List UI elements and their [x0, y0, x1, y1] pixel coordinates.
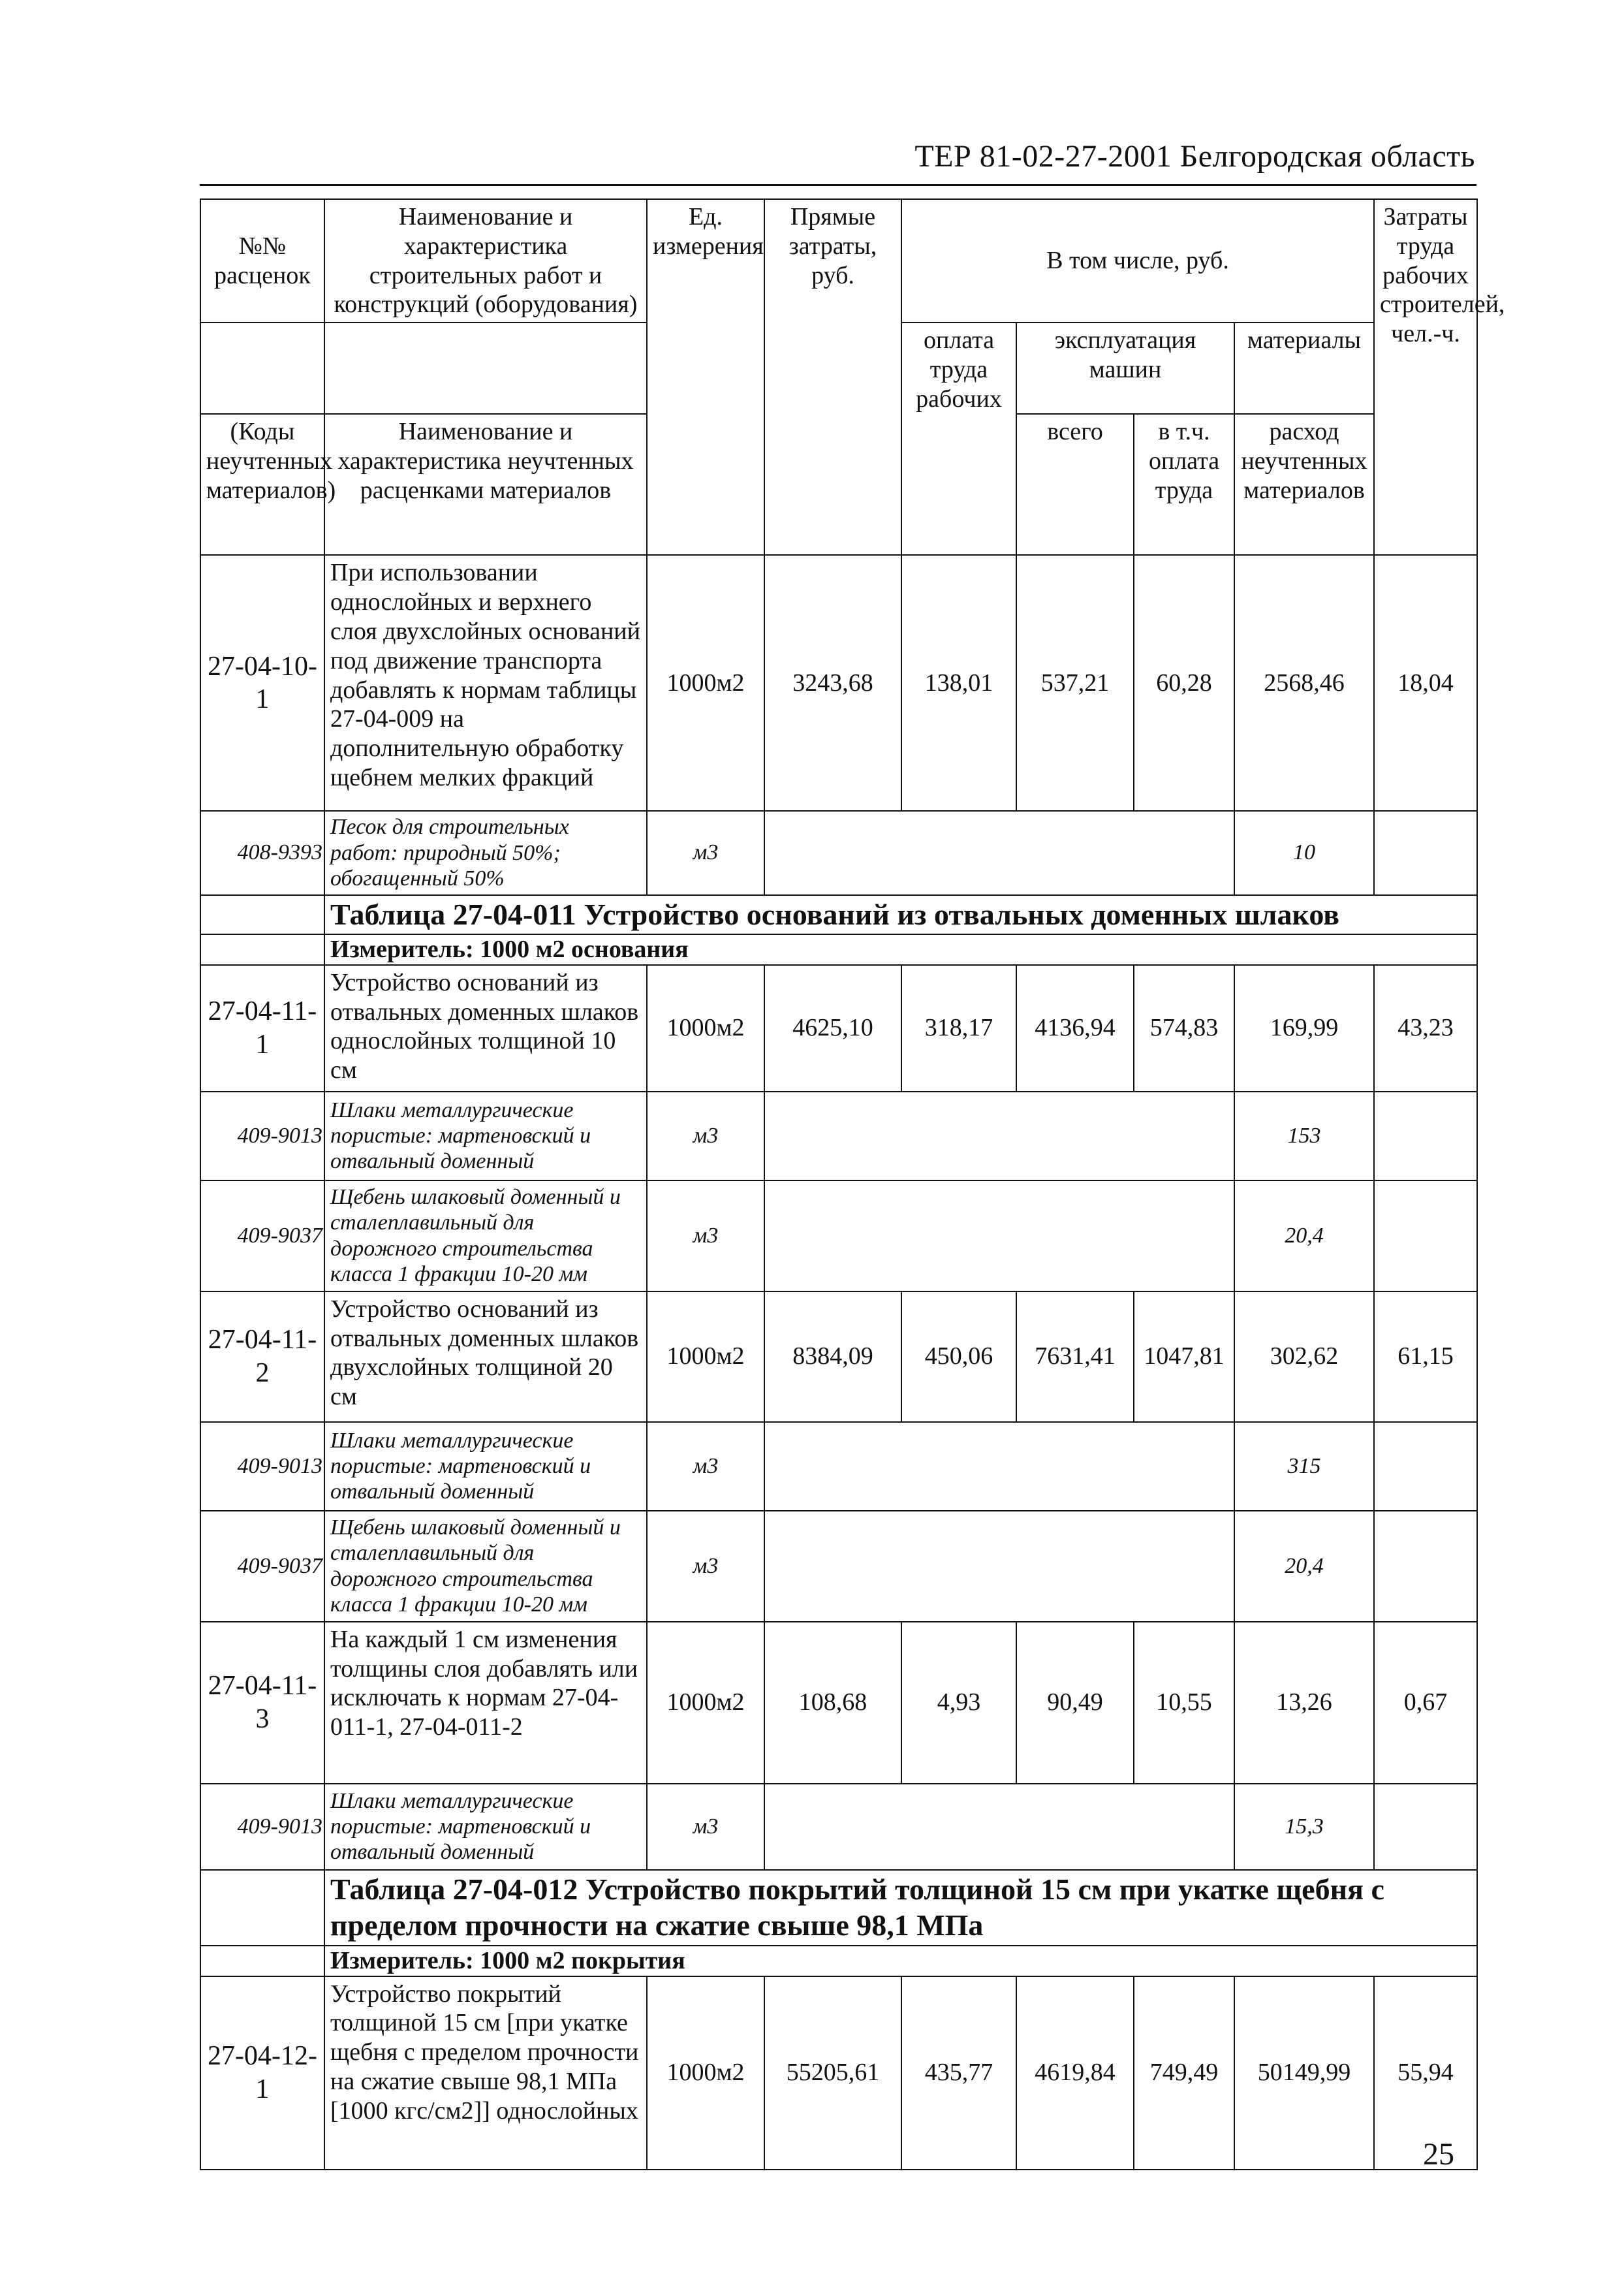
material-qty: 10 — [1234, 811, 1374, 894]
rate-materials: 13,26 — [1234, 1622, 1374, 1784]
material-blank — [764, 1180, 1234, 1291]
material-code: 409-9013 — [200, 1784, 324, 1870]
material-name: Шлаки металлургические пористые: мартеновский и отвальный доменный — [324, 1092, 647, 1180]
material-row — [200, 1784, 1477, 1870]
material-code: 409-9037 — [200, 1180, 324, 1291]
material-blank — [764, 1784, 1234, 1870]
rate-code: 27-04-10-1 — [200, 555, 324, 811]
material-code: 408-9393 — [200, 811, 324, 894]
rate-name: Устройство оснований из отвальных доменных шлаков однослойных толщиной 10 см — [324, 965, 647, 1092]
rate-labor: 0,67 — [1374, 1622, 1477, 1784]
rate-machines: 4619,84 — [1016, 1976, 1134, 2170]
material-qty: 20,4 — [1234, 1180, 1374, 1291]
col-incl: В том числе, руб. — [901, 199, 1374, 323]
table-title-row — [200, 895, 1477, 934]
material-qty: 20,4 — [1234, 1511, 1374, 1622]
rate-row — [200, 965, 1477, 1092]
material-unit: м3 — [647, 1180, 764, 1291]
rate-machines: 90,49 — [1016, 1622, 1134, 1784]
col-machines-pay: в т.ч. оплата труда — [1134, 414, 1234, 555]
rate-pay: 138,01 — [901, 555, 1016, 811]
rate-materials: 302,62 — [1234, 1291, 1374, 1422]
rates-table — [200, 198, 1505, 2170]
col-code-bottom: (Коды неучтенных материалов) — [200, 414, 324, 555]
running-header: ТЕР 81-02-27-2001 Белгородская область — [914, 139, 1475, 174]
col-labor-pay: оплата труда рабочих — [901, 323, 1016, 555]
rate-machines: 4136,94 — [1016, 965, 1134, 1092]
material-labor-blank — [1374, 1180, 1477, 1291]
rate-unit: 1000м2 — [647, 555, 764, 811]
material-unit: м3 — [647, 811, 764, 894]
col-labor-cost: Затраты труда рабочих строителей, чел.-ч. — [1374, 199, 1477, 555]
page-number: 25 — [1423, 2137, 1454, 2172]
rate-name: Устройство покрытий толщиной 15 см [при укатке щебня с пределом прочности на сжатие свыше 98,1 МПа [1000 кгс/см2]] однослойных — [324, 1976, 647, 2170]
material-name: Шлаки металлургические пористые: мартеновский и отвальный доменный — [324, 1784, 647, 1870]
col-code-top: №№ расценок — [200, 199, 324, 323]
rate-machines-pay: 10,55 — [1134, 1622, 1234, 1784]
rate-pay: 318,17 — [901, 965, 1016, 1092]
material-name: Щебень шлаковый доменный и сталеплавильный для дорожного строительства класса 1 фракции 10-20 мм — [324, 1180, 647, 1291]
rate-labor: 43,23 — [1374, 965, 1477, 1092]
material-qty: 15,3 — [1234, 1784, 1374, 1870]
rate-unit: 1000м2 — [647, 965, 764, 1092]
meter-blank — [200, 1946, 324, 1976]
material-row — [200, 1422, 1477, 1511]
rate-name: На каждый 1 см изменения толщины слоя добавлять или исключать к нормам 27-04-011-1, 27-04-011-2 — [324, 1622, 647, 1784]
meter-row — [200, 934, 1477, 965]
rate-pay: 435,77 — [901, 1976, 1016, 2170]
material-row — [200, 1511, 1477, 1622]
material-labor-blank — [1374, 1422, 1477, 1511]
material-blank — [764, 811, 1234, 894]
col-code-top-cont — [200, 323, 324, 414]
rate-labor: 18,04 — [1374, 555, 1477, 811]
material-row — [200, 811, 1477, 894]
rate-unit: 1000м2 — [647, 1622, 764, 1784]
material-blank — [764, 1092, 1234, 1180]
material-row — [200, 1180, 1477, 1291]
title-blank — [200, 895, 324, 934]
material-qty: 153 — [1234, 1092, 1374, 1180]
rate-direct: 8384,09 — [764, 1291, 901, 1422]
col-materials-unaccounted: расход неучтенных материалов — [1234, 414, 1374, 555]
rate-machines-pay: 1047,81 — [1134, 1291, 1234, 1422]
rate-row — [200, 555, 1477, 811]
rate-direct: 108,68 — [764, 1622, 901, 1784]
table-meter: Измеритель: 1000 м2 основания — [324, 934, 1477, 965]
table-title: Таблица 27-04-012 Устройство покрытий толщиной 15 см при укатке щебня с пределом прочности на сжатие свыше 98,1 МПа — [324, 1870, 1477, 1946]
material-code: 409-9013 — [200, 1092, 324, 1180]
material-labor-blank — [1374, 1092, 1477, 1180]
material-name: Щебень шлаковый доменный и сталеплавильный для дорожного строительства класса 1 фракции 10-20 мм — [324, 1511, 647, 1622]
col-machines: эксплуатация машин — [1016, 323, 1234, 414]
rate-machines-pay: 749,49 — [1134, 1976, 1234, 2170]
material-code: 409-9037 — [200, 1511, 324, 1622]
col-name-top-cont — [324, 323, 647, 414]
rate-row — [200, 1976, 1477, 2170]
col-unit: Ед. измерения — [647, 199, 764, 555]
rate-machines-pay: 574,83 — [1134, 965, 1234, 1092]
rate-code: 27-04-11-1 — [200, 965, 324, 1092]
col-direct: Прямые затраты, руб. — [764, 199, 901, 555]
material-name: Песок для строительных работ: природный 50%; обогащенный 50% — [324, 811, 647, 894]
rate-direct: 3243,68 — [764, 555, 901, 811]
material-labor-blank — [1374, 1511, 1477, 1622]
rate-row — [200, 1291, 1477, 1422]
col-name-top: Наименование и характеристика строительных работ и конструкций (оборудования) — [324, 199, 647, 323]
material-name: Шлаки металлургические пористые: мартеновский и отвальный доменный — [324, 1422, 647, 1511]
meter-blank — [200, 934, 324, 965]
table-meter: Измеритель: 1000 м2 покрытия — [324, 1946, 1477, 1976]
rate-direct: 4625,10 — [764, 965, 901, 1092]
rate-pay: 4,93 — [901, 1622, 1016, 1784]
rate-materials: 2568,46 — [1234, 555, 1374, 811]
rate-name: При использовании однослойных и верхнего слоя двухслойных оснований под движение транспорта добавлять к нормам таблицы 27-04-009 на дополнительную обработку щебнем мелких фракций — [324, 555, 647, 811]
table-title: Таблица 27-04-011 Устройство оснований из отвальных доменных шлаков — [324, 895, 1477, 934]
material-blank — [764, 1511, 1234, 1622]
header-rule — [200, 184, 1476, 186]
rate-machines-pay: 60,28 — [1134, 555, 1234, 811]
rate-pay: 450,06 — [901, 1291, 1016, 1422]
table-title-row — [200, 1870, 1477, 1946]
material-unit: м3 — [647, 1422, 764, 1511]
title-blank — [200, 1870, 324, 1946]
rate-code: 27-04-12-1 — [200, 1976, 324, 2170]
material-labor-blank — [1374, 1784, 1477, 1870]
material-unit: м3 — [647, 1784, 764, 1870]
rate-unit: 1000м2 — [647, 1976, 764, 2170]
rate-labor: 61,15 — [1374, 1291, 1477, 1422]
col-materials: материалы — [1234, 323, 1374, 414]
col-name-bottom: Наименование и характеристика неучтенных расценками материалов — [324, 414, 647, 555]
rate-name: Устройство оснований из отвальных доменных шлаков двухслойных толщиной 20 см — [324, 1291, 647, 1422]
rate-code: 27-04-11-2 — [200, 1291, 324, 1422]
material-labor-blank — [1374, 811, 1477, 894]
material-code: 409-9013 — [200, 1422, 324, 1511]
rate-direct: 55205,61 — [764, 1976, 901, 2170]
rate-materials: 50149,99 — [1234, 1976, 1374, 2170]
material-qty: 315 — [1234, 1422, 1374, 1511]
rate-labor: 55,94 — [1374, 1976, 1477, 2170]
meter-row — [200, 1946, 1477, 1976]
material-unit: м3 — [647, 1092, 764, 1180]
rate-materials: 169,99 — [1234, 965, 1374, 1092]
material-blank — [764, 1422, 1234, 1511]
rate-machines: 7631,41 — [1016, 1291, 1134, 1422]
material-row — [200, 1092, 1477, 1180]
rate-code: 27-04-11-3 — [200, 1622, 324, 1784]
rate-unit: 1000м2 — [647, 1291, 764, 1422]
rate-row — [200, 1622, 1477, 1784]
material-unit: м3 — [647, 1511, 764, 1622]
rate-machines: 537,21 — [1016, 555, 1134, 811]
col-machines-total: всего — [1016, 414, 1134, 555]
